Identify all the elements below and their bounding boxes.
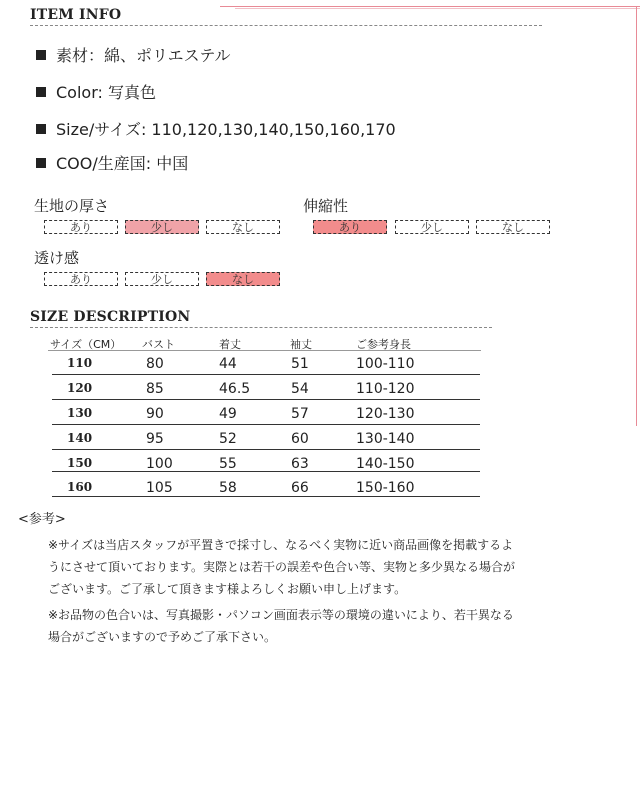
size-cell-height: 140-150: [356, 456, 415, 472]
stretch-option-nashi: なし: [476, 220, 550, 234]
size-cell-length: 52: [219, 431, 237, 447]
table-row-line: [52, 496, 480, 497]
bullet-square-icon: [36, 50, 46, 60]
transparency-option-ari: あり: [44, 272, 118, 286]
size-cell-length: 55: [219, 456, 237, 472]
size-cell-size: 140: [67, 431, 93, 445]
size-cell-height: 110-120: [356, 381, 415, 397]
info-row-size: [36, 117, 396, 140]
thickness-label: 生地の厚さ: [34, 197, 110, 215]
stretch-option-ari: あり: [313, 220, 387, 234]
item-info-title: ITEM INFO: [30, 7, 122, 23]
table-row-line: [52, 449, 480, 450]
decorative-frame-right: [636, 6, 637, 426]
transparency-option-nashi: なし: [206, 272, 280, 286]
info-row-color: [36, 80, 156, 103]
notes-paragraph-2: [48, 604, 608, 648]
size-description-title: SIZE DESCRIPTION: [30, 309, 191, 325]
size-cell-sleeve: 63: [291, 456, 309, 472]
size-header-length: 着丈: [219, 338, 241, 351]
size-header-sleeve: 袖丈: [290, 338, 312, 351]
size-cell-length: 49: [219, 406, 237, 422]
notes-heading: <参考>: [18, 512, 66, 527]
size-cell-sleeve: 60: [291, 431, 309, 447]
bullet-square-icon: [36, 124, 46, 134]
size-header-underline: [48, 350, 481, 351]
notes-paragraph-1: [48, 534, 608, 600]
size-cell-bust: 80: [146, 356, 164, 372]
size-cell-bust: 100: [146, 456, 173, 472]
thickness-option-sukoshi: 少し: [125, 220, 199, 234]
info-row-coo: [36, 151, 188, 174]
size-header-height: ご参考身長: [356, 338, 411, 351]
size-cell-sleeve: 54: [291, 381, 309, 397]
size-cell-sleeve: 51: [291, 356, 309, 372]
table-row-line: [52, 374, 480, 375]
bullet-square-icon: [36, 158, 46, 168]
table-row-line: [52, 471, 480, 472]
size-cell-sleeve: 57: [291, 406, 309, 422]
size-header-bust: バスト: [142, 338, 175, 351]
size-description-divider: [30, 327, 492, 328]
notes-line: うにさせて頂いております。実際とは若干の誤差や色合い等、実物と多少異なる場合が: [48, 560, 516, 574]
size-cell-size: 160: [67, 480, 93, 494]
size-cell-bust: 85: [146, 381, 164, 397]
transparency-option-sukoshi: 少し: [125, 272, 199, 286]
size-cell-height: 150-160: [356, 480, 415, 496]
bullet-square-icon: [36, 87, 46, 97]
size-cell-size: 130: [67, 406, 93, 420]
size-cell-height: 120-130: [356, 406, 415, 422]
transparency-label: 透け感: [34, 249, 80, 267]
size-cell-size: 110: [67, 356, 93, 370]
table-row-line: [52, 399, 480, 400]
size-cell-bust: 90: [146, 406, 164, 422]
size-cell-height: 100-110: [356, 356, 415, 372]
decorative-frame-top-inner: [235, 8, 640, 9]
info-coo-text: COO/生産国: 中国: [56, 154, 189, 173]
info-color-text: Color: 写真色: [56, 83, 156, 102]
thickness-option-ari: あり: [44, 220, 118, 234]
size-header-size: サイズ（CM）: [50, 338, 122, 351]
notes-line: ございます。ご了承して頂きます様よろしくお願い申し上げます。: [48, 582, 407, 596]
size-cell-height: 130-140: [356, 431, 415, 447]
size-cell-size: 150: [67, 456, 93, 470]
item-info-divider: [30, 25, 542, 26]
thickness-option-nashi: なし: [206, 220, 280, 234]
notes-line: 場合がございますので予めご了承下さい。: [48, 630, 277, 644]
size-cell-bust: 105: [146, 480, 173, 496]
notes-line: ※サイズは当店スタッフが平置きで採寸し、なるべく実物に近い商品画像を掲載するよ: [48, 538, 514, 552]
info-material-text: 素材：綿、ポリエステル: [56, 46, 231, 65]
size-cell-length: 58: [219, 480, 237, 496]
size-cell-length: 46.5: [219, 381, 251, 397]
stretch-option-sukoshi: 少し: [395, 220, 469, 234]
notes-line: ※お品物の色合いは、写真撮影・パソコン画面表示等の環境の違いにより、若干異なる: [48, 608, 514, 622]
info-size-text: Size/サイズ: 110,120,130,140,150,160,170: [56, 120, 396, 139]
table-row-line: [52, 424, 480, 425]
info-row-material: [36, 43, 231, 66]
stretch-label: 伸縮性: [303, 197, 349, 215]
size-cell-sleeve: 66: [291, 480, 309, 496]
size-cell-bust: 95: [146, 431, 164, 447]
decorative-frame-top: [220, 6, 640, 7]
size-cell-size: 120: [67, 381, 93, 395]
size-cell-length: 44: [219, 356, 237, 372]
